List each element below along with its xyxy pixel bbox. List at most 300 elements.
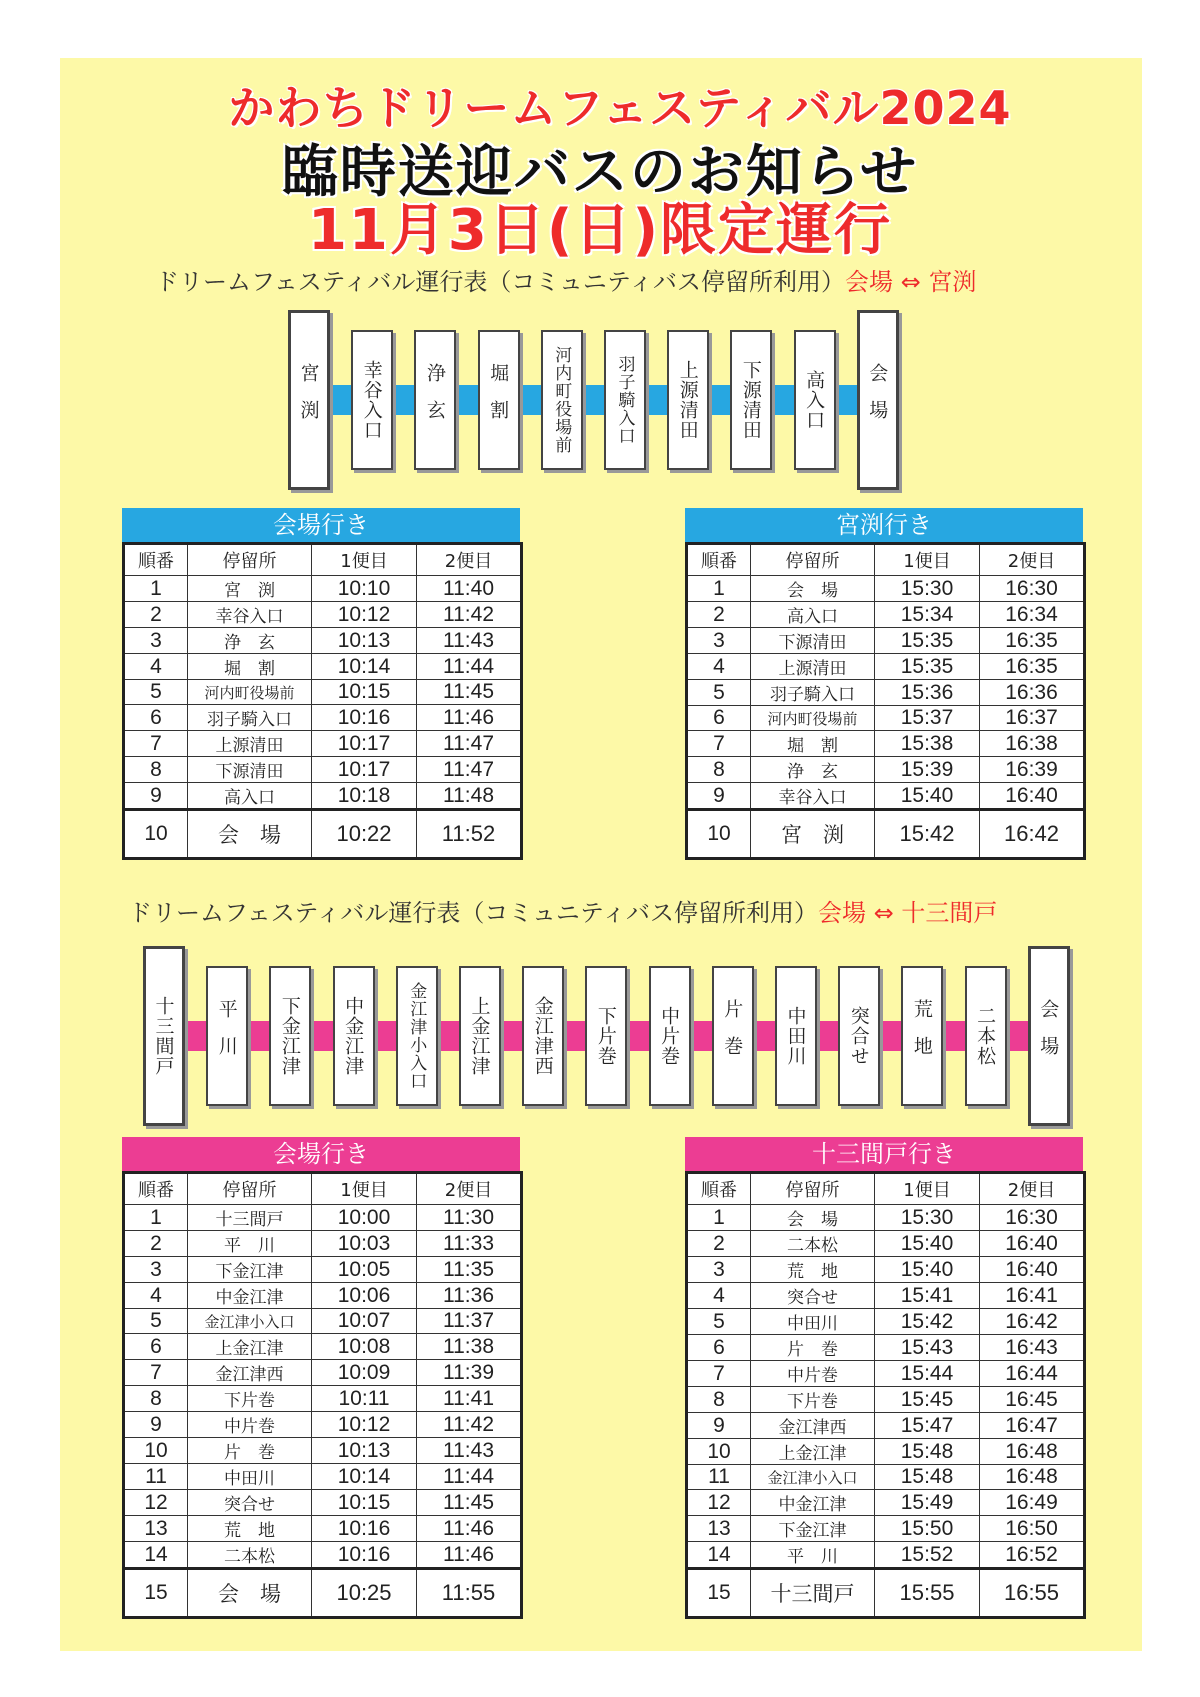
route1-destination: 会場 ⇔ 宮渕 bbox=[845, 268, 977, 296]
table-row bbox=[687, 1283, 1085, 1309]
order-cell: 9 bbox=[124, 783, 188, 810]
first-trip-cell: 15:40 bbox=[875, 783, 980, 810]
stop-name: 羽子騎入口 bbox=[614, 355, 635, 445]
notice-title: 臨時送迎バスのお知らせ bbox=[281, 140, 919, 205]
first-trip-cell: 15:35 bbox=[875, 654, 980, 680]
order-cell: 15 bbox=[687, 1569, 751, 1618]
table-row bbox=[124, 1334, 522, 1360]
timetable bbox=[122, 1171, 523, 1619]
order-cell: 4 bbox=[687, 1283, 751, 1309]
table-row bbox=[687, 1542, 1085, 1569]
order-cell: 9 bbox=[687, 1413, 751, 1439]
stop-cell: 会 場 bbox=[188, 810, 312, 859]
stop-name: 河内町役場前 bbox=[551, 346, 572, 454]
first-trip-cell: 15:50 bbox=[875, 1516, 980, 1542]
second-trip-cell: 11:36 bbox=[417, 1283, 522, 1309]
second-trip-cell: 16:43 bbox=[980, 1335, 1085, 1361]
stop-name: 十三間戸 bbox=[152, 996, 175, 1076]
first-trip-cell: 10:15 bbox=[312, 1490, 417, 1516]
first-trip-cell: 10:18 bbox=[312, 783, 417, 810]
order-cell: 10 bbox=[124, 810, 188, 859]
route1-stop bbox=[351, 330, 393, 470]
table-row bbox=[124, 1360, 522, 1386]
stop-cell: 会 場 bbox=[751, 576, 875, 602]
second-trip-cell: 11:47 bbox=[417, 757, 522, 783]
second-trip-cell: 16:49 bbox=[980, 1490, 1085, 1516]
route2-heading-text: ドリームフェスティバル運行表（コミュニティバス停留所利用） bbox=[128, 899, 818, 927]
stop-name: 金江津小入口 bbox=[406, 982, 427, 1090]
table-row bbox=[124, 1464, 522, 1490]
route2-stop bbox=[522, 966, 564, 1106]
order-cell: 1 bbox=[687, 1205, 751, 1231]
table-row bbox=[687, 1309, 1085, 1335]
stop-cell: 上源清田 bbox=[751, 654, 875, 680]
stop-cell: 二本松 bbox=[188, 1542, 312, 1569]
stop-name: 中田川 bbox=[784, 1006, 807, 1066]
second-trip-cell: 16:37 bbox=[980, 706, 1085, 731]
column-header: 順番 bbox=[124, 1173, 188, 1205]
order-cell: 8 bbox=[687, 757, 751, 783]
first-trip-cell: 10:09 bbox=[312, 1360, 417, 1386]
order-cell: 7 bbox=[687, 1361, 751, 1387]
route2-stop bbox=[901, 966, 943, 1106]
table-row bbox=[124, 1438, 522, 1464]
route2-stop bbox=[143, 946, 185, 1126]
second-trip-cell: 16:48 bbox=[980, 1439, 1085, 1465]
order-cell: 2 bbox=[124, 1231, 188, 1257]
second-trip-cell: 11:55 bbox=[417, 1569, 522, 1618]
second-trip-cell: 11:43 bbox=[417, 1438, 522, 1464]
table-row bbox=[687, 1413, 1085, 1439]
first-trip-cell: 10:10 bbox=[312, 576, 417, 602]
order-cell: 1 bbox=[124, 576, 188, 602]
route2-destination: 会場 ⇔ 十三間戸 bbox=[818, 899, 998, 927]
stop-cell: 荒 地 bbox=[751, 1257, 875, 1283]
order-cell: 8 bbox=[124, 757, 188, 783]
second-trip-cell: 11:35 bbox=[417, 1257, 522, 1283]
table-row bbox=[687, 1361, 1085, 1387]
first-trip-cell: 10:25 bbox=[312, 1569, 417, 1618]
route2-stop bbox=[649, 966, 691, 1106]
stop-name: 荒地 bbox=[910, 999, 933, 1073]
first-trip-cell: 10:00 bbox=[312, 1205, 417, 1231]
table-header-row bbox=[687, 544, 1085, 576]
table-row bbox=[124, 602, 522, 628]
route2-stop bbox=[585, 966, 627, 1106]
stop-name: 高入口 bbox=[803, 370, 826, 430]
route1-stop bbox=[478, 330, 520, 470]
first-trip-cell: 15:30 bbox=[875, 576, 980, 602]
second-trip-cell: 11:43 bbox=[417, 628, 522, 654]
table-row bbox=[124, 1231, 522, 1257]
route1-stop bbox=[667, 330, 709, 470]
column-header: 1便目 bbox=[875, 1173, 980, 1205]
second-trip-cell: 11:52 bbox=[417, 810, 522, 859]
table-row bbox=[687, 654, 1085, 680]
stop-name: 会場 bbox=[866, 363, 889, 437]
first-trip-cell: 15:48 bbox=[875, 1465, 980, 1490]
order-cell: 12 bbox=[124, 1490, 188, 1516]
first-trip-cell: 10:03 bbox=[312, 1231, 417, 1257]
route2-heading bbox=[128, 893, 997, 928]
order-cell: 10 bbox=[687, 810, 751, 859]
table-row bbox=[687, 1490, 1085, 1516]
first-trip-cell: 10:11 bbox=[312, 1386, 417, 1412]
route2-stop bbox=[396, 966, 438, 1106]
second-trip-cell: 16:47 bbox=[980, 1413, 1085, 1439]
first-trip-cell: 10:16 bbox=[312, 1542, 417, 1569]
table-row bbox=[124, 1386, 522, 1412]
order-cell: 3 bbox=[687, 1257, 751, 1283]
table-row bbox=[124, 1205, 522, 1231]
stop-name: 浄玄 bbox=[423, 363, 446, 437]
second-trip-cell: 16:45 bbox=[980, 1387, 1085, 1413]
second-trip-cell: 11:37 bbox=[417, 1309, 522, 1334]
second-trip-cell: 11:42 bbox=[417, 1412, 522, 1438]
table-row bbox=[687, 1439, 1085, 1465]
stop-cell: 下源清田 bbox=[751, 628, 875, 654]
column-header: 2便目 bbox=[417, 1173, 522, 1205]
table-row bbox=[687, 810, 1085, 859]
second-trip-cell: 16:38 bbox=[980, 731, 1085, 757]
order-cell: 5 bbox=[687, 680, 751, 706]
table-row bbox=[687, 602, 1085, 628]
route2-stop bbox=[269, 966, 311, 1106]
table-header-row bbox=[124, 544, 522, 576]
order-cell: 15 bbox=[124, 1569, 188, 1618]
second-trip-cell: 16:40 bbox=[980, 1257, 1085, 1283]
second-trip-cell: 16:40 bbox=[980, 783, 1085, 810]
first-trip-cell: 15:43 bbox=[875, 1335, 980, 1361]
table-row bbox=[124, 731, 522, 757]
route2-table-to-venue bbox=[122, 1137, 520, 1619]
route1-stop bbox=[604, 330, 646, 470]
first-trip-cell: 15:48 bbox=[875, 1439, 980, 1465]
order-cell: 5 bbox=[124, 680, 188, 705]
stop-cell: 上金江津 bbox=[751, 1439, 875, 1465]
stop-cell: 突合せ bbox=[188, 1490, 312, 1516]
second-trip-cell: 11:30 bbox=[417, 1205, 522, 1231]
table-row bbox=[687, 783, 1085, 810]
timetable bbox=[685, 542, 1086, 860]
second-trip-cell: 16:52 bbox=[980, 1542, 1085, 1569]
order-cell: 4 bbox=[124, 654, 188, 680]
table-row bbox=[687, 731, 1085, 757]
stop-cell: 会 場 bbox=[188, 1569, 312, 1618]
table-row bbox=[687, 628, 1085, 654]
first-trip-cell: 10:22 bbox=[312, 810, 417, 859]
order-cell: 8 bbox=[124, 1386, 188, 1412]
stop-cell: 幸谷入口 bbox=[751, 783, 875, 810]
stop-name: 中片巻 bbox=[658, 1006, 681, 1066]
order-cell: 9 bbox=[687, 783, 751, 810]
order-cell: 1 bbox=[687, 576, 751, 602]
stop-cell: 二本松 bbox=[751, 1231, 875, 1257]
table-row bbox=[124, 1412, 522, 1438]
second-trip-cell: 16:30 bbox=[980, 576, 1085, 602]
stop-cell: 中金江津 bbox=[751, 1490, 875, 1516]
stop-cell: 片 巻 bbox=[751, 1335, 875, 1361]
table-row bbox=[124, 576, 522, 602]
column-header: 順番 bbox=[124, 544, 188, 576]
stop-cell: 河内町役場前 bbox=[751, 706, 875, 731]
stop-cell: 下片巻 bbox=[188, 1386, 312, 1412]
route1-stop bbox=[857, 310, 899, 490]
table-row bbox=[124, 654, 522, 680]
first-trip-cell: 15:39 bbox=[875, 757, 980, 783]
order-cell: 8 bbox=[687, 1387, 751, 1413]
column-header: 停留所 bbox=[751, 1173, 875, 1205]
first-trip-cell: 10:15 bbox=[312, 680, 417, 705]
second-trip-cell: 11:38 bbox=[417, 1334, 522, 1360]
stop-cell: 金江津西 bbox=[188, 1360, 312, 1386]
first-trip-cell: 15:42 bbox=[875, 810, 980, 859]
second-trip-cell: 16:30 bbox=[980, 1205, 1085, 1231]
first-trip-cell: 10:16 bbox=[312, 705, 417, 731]
stop-cell: 高入口 bbox=[751, 602, 875, 628]
stop-cell: 会 場 bbox=[751, 1205, 875, 1231]
table-row bbox=[124, 628, 522, 654]
stop-cell: 中片巻 bbox=[751, 1361, 875, 1387]
column-header: 2便目 bbox=[980, 544, 1085, 576]
route2-stop bbox=[206, 966, 248, 1106]
order-cell: 2 bbox=[124, 602, 188, 628]
stop-cell: 金江津小入口 bbox=[188, 1309, 312, 1334]
stop-cell: 十三間戸 bbox=[751, 1569, 875, 1618]
second-trip-cell: 16:35 bbox=[980, 654, 1085, 680]
first-trip-cell: 10:14 bbox=[312, 654, 417, 680]
order-cell: 10 bbox=[687, 1439, 751, 1465]
first-trip-cell: 15:38 bbox=[875, 731, 980, 757]
first-trip-cell: 15:45 bbox=[875, 1387, 980, 1413]
first-trip-cell: 10:06 bbox=[312, 1283, 417, 1309]
stop-name: 突合せ bbox=[847, 1006, 870, 1066]
table-row bbox=[687, 1257, 1085, 1283]
stop-cell: 浄 玄 bbox=[188, 628, 312, 654]
table-row bbox=[687, 1516, 1085, 1542]
stop-cell: 平 川 bbox=[751, 1542, 875, 1569]
stop-name: 平川 bbox=[215, 999, 238, 1073]
table-row bbox=[124, 705, 522, 731]
second-trip-cell: 16:50 bbox=[980, 1516, 1085, 1542]
table-title: 十三間戸行き bbox=[685, 1137, 1083, 1171]
first-trip-cell: 15:37 bbox=[875, 706, 980, 731]
second-trip-cell: 11:46 bbox=[417, 1516, 522, 1542]
route2-stop bbox=[1028, 946, 1070, 1126]
order-cell: 4 bbox=[124, 1283, 188, 1309]
route1-stop bbox=[541, 330, 583, 470]
second-trip-cell: 16:35 bbox=[980, 628, 1085, 654]
first-trip-cell: 15:52 bbox=[875, 1542, 980, 1569]
stop-cell: 中片巻 bbox=[188, 1412, 312, 1438]
timetable bbox=[122, 542, 523, 860]
second-trip-cell: 11:45 bbox=[417, 680, 522, 705]
second-trip-cell: 11:44 bbox=[417, 654, 522, 680]
order-cell: 13 bbox=[124, 1516, 188, 1542]
table-row bbox=[124, 1516, 522, 1542]
first-trip-cell: 10:07 bbox=[312, 1309, 417, 1334]
first-trip-cell: 15:30 bbox=[875, 1205, 980, 1231]
order-cell: 7 bbox=[124, 731, 188, 757]
column-header: 2便目 bbox=[980, 1173, 1085, 1205]
table-title: 会場行き bbox=[122, 1137, 520, 1171]
order-cell: 14 bbox=[124, 1542, 188, 1569]
timetable bbox=[685, 1171, 1086, 1619]
order-cell: 7 bbox=[124, 1360, 188, 1386]
stop-cell: 上金江津 bbox=[188, 1334, 312, 1360]
stop-name: 中金江津 bbox=[342, 996, 365, 1076]
table-row bbox=[687, 1231, 1085, 1257]
first-trip-cell: 15:40 bbox=[875, 1257, 980, 1283]
first-trip-cell: 10:08 bbox=[312, 1334, 417, 1360]
stop-cell: 上源清田 bbox=[188, 731, 312, 757]
stop-cell: 高入口 bbox=[188, 783, 312, 810]
column-header: 停留所 bbox=[188, 544, 312, 576]
table-row bbox=[124, 1490, 522, 1516]
table-row bbox=[687, 706, 1085, 731]
table-row bbox=[124, 783, 522, 810]
second-trip-cell: 16:40 bbox=[980, 1231, 1085, 1257]
stop-cell: 中田川 bbox=[188, 1464, 312, 1490]
route2-stop bbox=[333, 966, 375, 1106]
order-cell: 13 bbox=[687, 1516, 751, 1542]
order-cell: 6 bbox=[124, 1334, 188, 1360]
order-cell: 2 bbox=[687, 602, 751, 628]
second-trip-cell: 16:34 bbox=[980, 602, 1085, 628]
first-trip-cell: 10:17 bbox=[312, 731, 417, 757]
order-cell: 5 bbox=[687, 1309, 751, 1335]
event-title: かわちドリームフェスティバル2024 bbox=[228, 81, 1012, 135]
table-row bbox=[124, 1542, 522, 1569]
stop-cell: 宮 渕 bbox=[751, 810, 875, 859]
order-cell: 12 bbox=[687, 1490, 751, 1516]
table-row bbox=[124, 810, 522, 859]
stop-cell: 堀 割 bbox=[751, 731, 875, 757]
stop-cell: 突合せ bbox=[751, 1283, 875, 1309]
order-cell: 7 bbox=[687, 731, 751, 757]
table-row bbox=[124, 757, 522, 783]
route2-stop bbox=[712, 966, 754, 1106]
route1-heading-text: ドリームフェスティバル運行表（コミュニティバス停留所利用） bbox=[155, 268, 845, 296]
stop-cell: 平 川 bbox=[188, 1231, 312, 1257]
column-header: 停留所 bbox=[751, 544, 875, 576]
stop-cell: 十三間戸 bbox=[188, 1205, 312, 1231]
table-row bbox=[687, 757, 1085, 783]
stop-cell: 下片巻 bbox=[751, 1387, 875, 1413]
route1-stop bbox=[414, 330, 456, 470]
stop-cell: 河内町役場前 bbox=[188, 680, 312, 705]
stop-cell: 中金江津 bbox=[188, 1283, 312, 1309]
table-row bbox=[687, 680, 1085, 706]
first-trip-cell: 10:13 bbox=[312, 628, 417, 654]
stop-name: 下源清田 bbox=[739, 360, 762, 440]
route2-table-to-jusanmado bbox=[685, 1137, 1083, 1619]
first-trip-cell: 10:05 bbox=[312, 1257, 417, 1283]
first-trip-cell: 15:49 bbox=[875, 1490, 980, 1516]
route2-stop bbox=[838, 966, 880, 1106]
stop-cell: 羽子騎入口 bbox=[751, 680, 875, 706]
stop-name: 幸谷入口 bbox=[360, 360, 383, 440]
route1-table-to-miyabuchi bbox=[685, 508, 1083, 860]
second-trip-cell: 11:46 bbox=[417, 1542, 522, 1569]
first-trip-cell: 10:16 bbox=[312, 1516, 417, 1542]
route1-diagram bbox=[288, 310, 894, 490]
stop-name: 堀割 bbox=[487, 363, 510, 437]
order-cell: 4 bbox=[687, 654, 751, 680]
stop-cell: 下源清田 bbox=[188, 757, 312, 783]
first-trip-cell: 10:14 bbox=[312, 1464, 417, 1490]
second-trip-cell: 11:44 bbox=[417, 1464, 522, 1490]
stop-name: 二本松 bbox=[974, 1006, 997, 1066]
first-trip-cell: 10:12 bbox=[312, 1412, 417, 1438]
first-trip-cell: 15:44 bbox=[875, 1361, 980, 1387]
stop-name: 上源清田 bbox=[676, 360, 699, 440]
column-header: 順番 bbox=[687, 544, 751, 576]
column-header: 1便目 bbox=[875, 544, 980, 576]
column-header: 1便目 bbox=[312, 1173, 417, 1205]
stop-cell: 浄 玄 bbox=[751, 757, 875, 783]
second-trip-cell: 11:45 bbox=[417, 1490, 522, 1516]
route1-stop bbox=[730, 330, 772, 470]
order-cell: 6 bbox=[687, 1335, 751, 1361]
second-trip-cell: 11:48 bbox=[417, 783, 522, 810]
first-trip-cell: 15:41 bbox=[875, 1283, 980, 1309]
order-cell: 3 bbox=[124, 1257, 188, 1283]
stop-name: 宮渕 bbox=[297, 363, 320, 437]
table-row bbox=[687, 1335, 1085, 1361]
stop-cell: 片 巻 bbox=[188, 1438, 312, 1464]
second-trip-cell: 16:48 bbox=[980, 1465, 1085, 1490]
second-trip-cell: 11:41 bbox=[417, 1386, 522, 1412]
table-header-row bbox=[687, 1173, 1085, 1205]
second-trip-cell: 16:42 bbox=[980, 810, 1085, 859]
route1-stop bbox=[794, 330, 836, 470]
second-trip-cell: 11:39 bbox=[417, 1360, 522, 1386]
first-trip-cell: 10:13 bbox=[312, 1438, 417, 1464]
stop-cell: 中田川 bbox=[751, 1309, 875, 1335]
table-row bbox=[687, 1387, 1085, 1413]
table-row bbox=[124, 680, 522, 705]
second-trip-cell: 16:41 bbox=[980, 1283, 1085, 1309]
second-trip-cell: 16:42 bbox=[980, 1309, 1085, 1335]
stop-cell: 金江津西 bbox=[751, 1413, 875, 1439]
second-trip-cell: 11:42 bbox=[417, 602, 522, 628]
order-cell: 6 bbox=[124, 705, 188, 731]
first-trip-cell: 15:36 bbox=[875, 680, 980, 706]
order-cell: 3 bbox=[687, 628, 751, 654]
order-cell: 2 bbox=[687, 1231, 751, 1257]
first-trip-cell: 15:35 bbox=[875, 628, 980, 654]
stop-name: 片巻 bbox=[721, 999, 744, 1073]
order-cell: 11 bbox=[124, 1464, 188, 1490]
stop-cell: 宮 渕 bbox=[188, 576, 312, 602]
stop-name: 会場 bbox=[1037, 999, 1060, 1073]
first-trip-cell: 15:55 bbox=[875, 1569, 980, 1618]
stop-cell: 幸谷入口 bbox=[188, 602, 312, 628]
column-header: 2便目 bbox=[417, 544, 522, 576]
first-trip-cell: 15:34 bbox=[875, 602, 980, 628]
first-trip-cell: 15:42 bbox=[875, 1309, 980, 1335]
route1-stop bbox=[288, 310, 330, 490]
route2-stop bbox=[965, 966, 1007, 1106]
table-row bbox=[687, 1465, 1085, 1490]
column-header: 停留所 bbox=[188, 1173, 312, 1205]
route2-stop bbox=[775, 966, 817, 1106]
stop-name: 下片巻 bbox=[594, 1006, 617, 1066]
second-trip-cell: 16:44 bbox=[980, 1361, 1085, 1387]
second-trip-cell: 11:33 bbox=[417, 1231, 522, 1257]
first-trip-cell: 10:17 bbox=[312, 757, 417, 783]
